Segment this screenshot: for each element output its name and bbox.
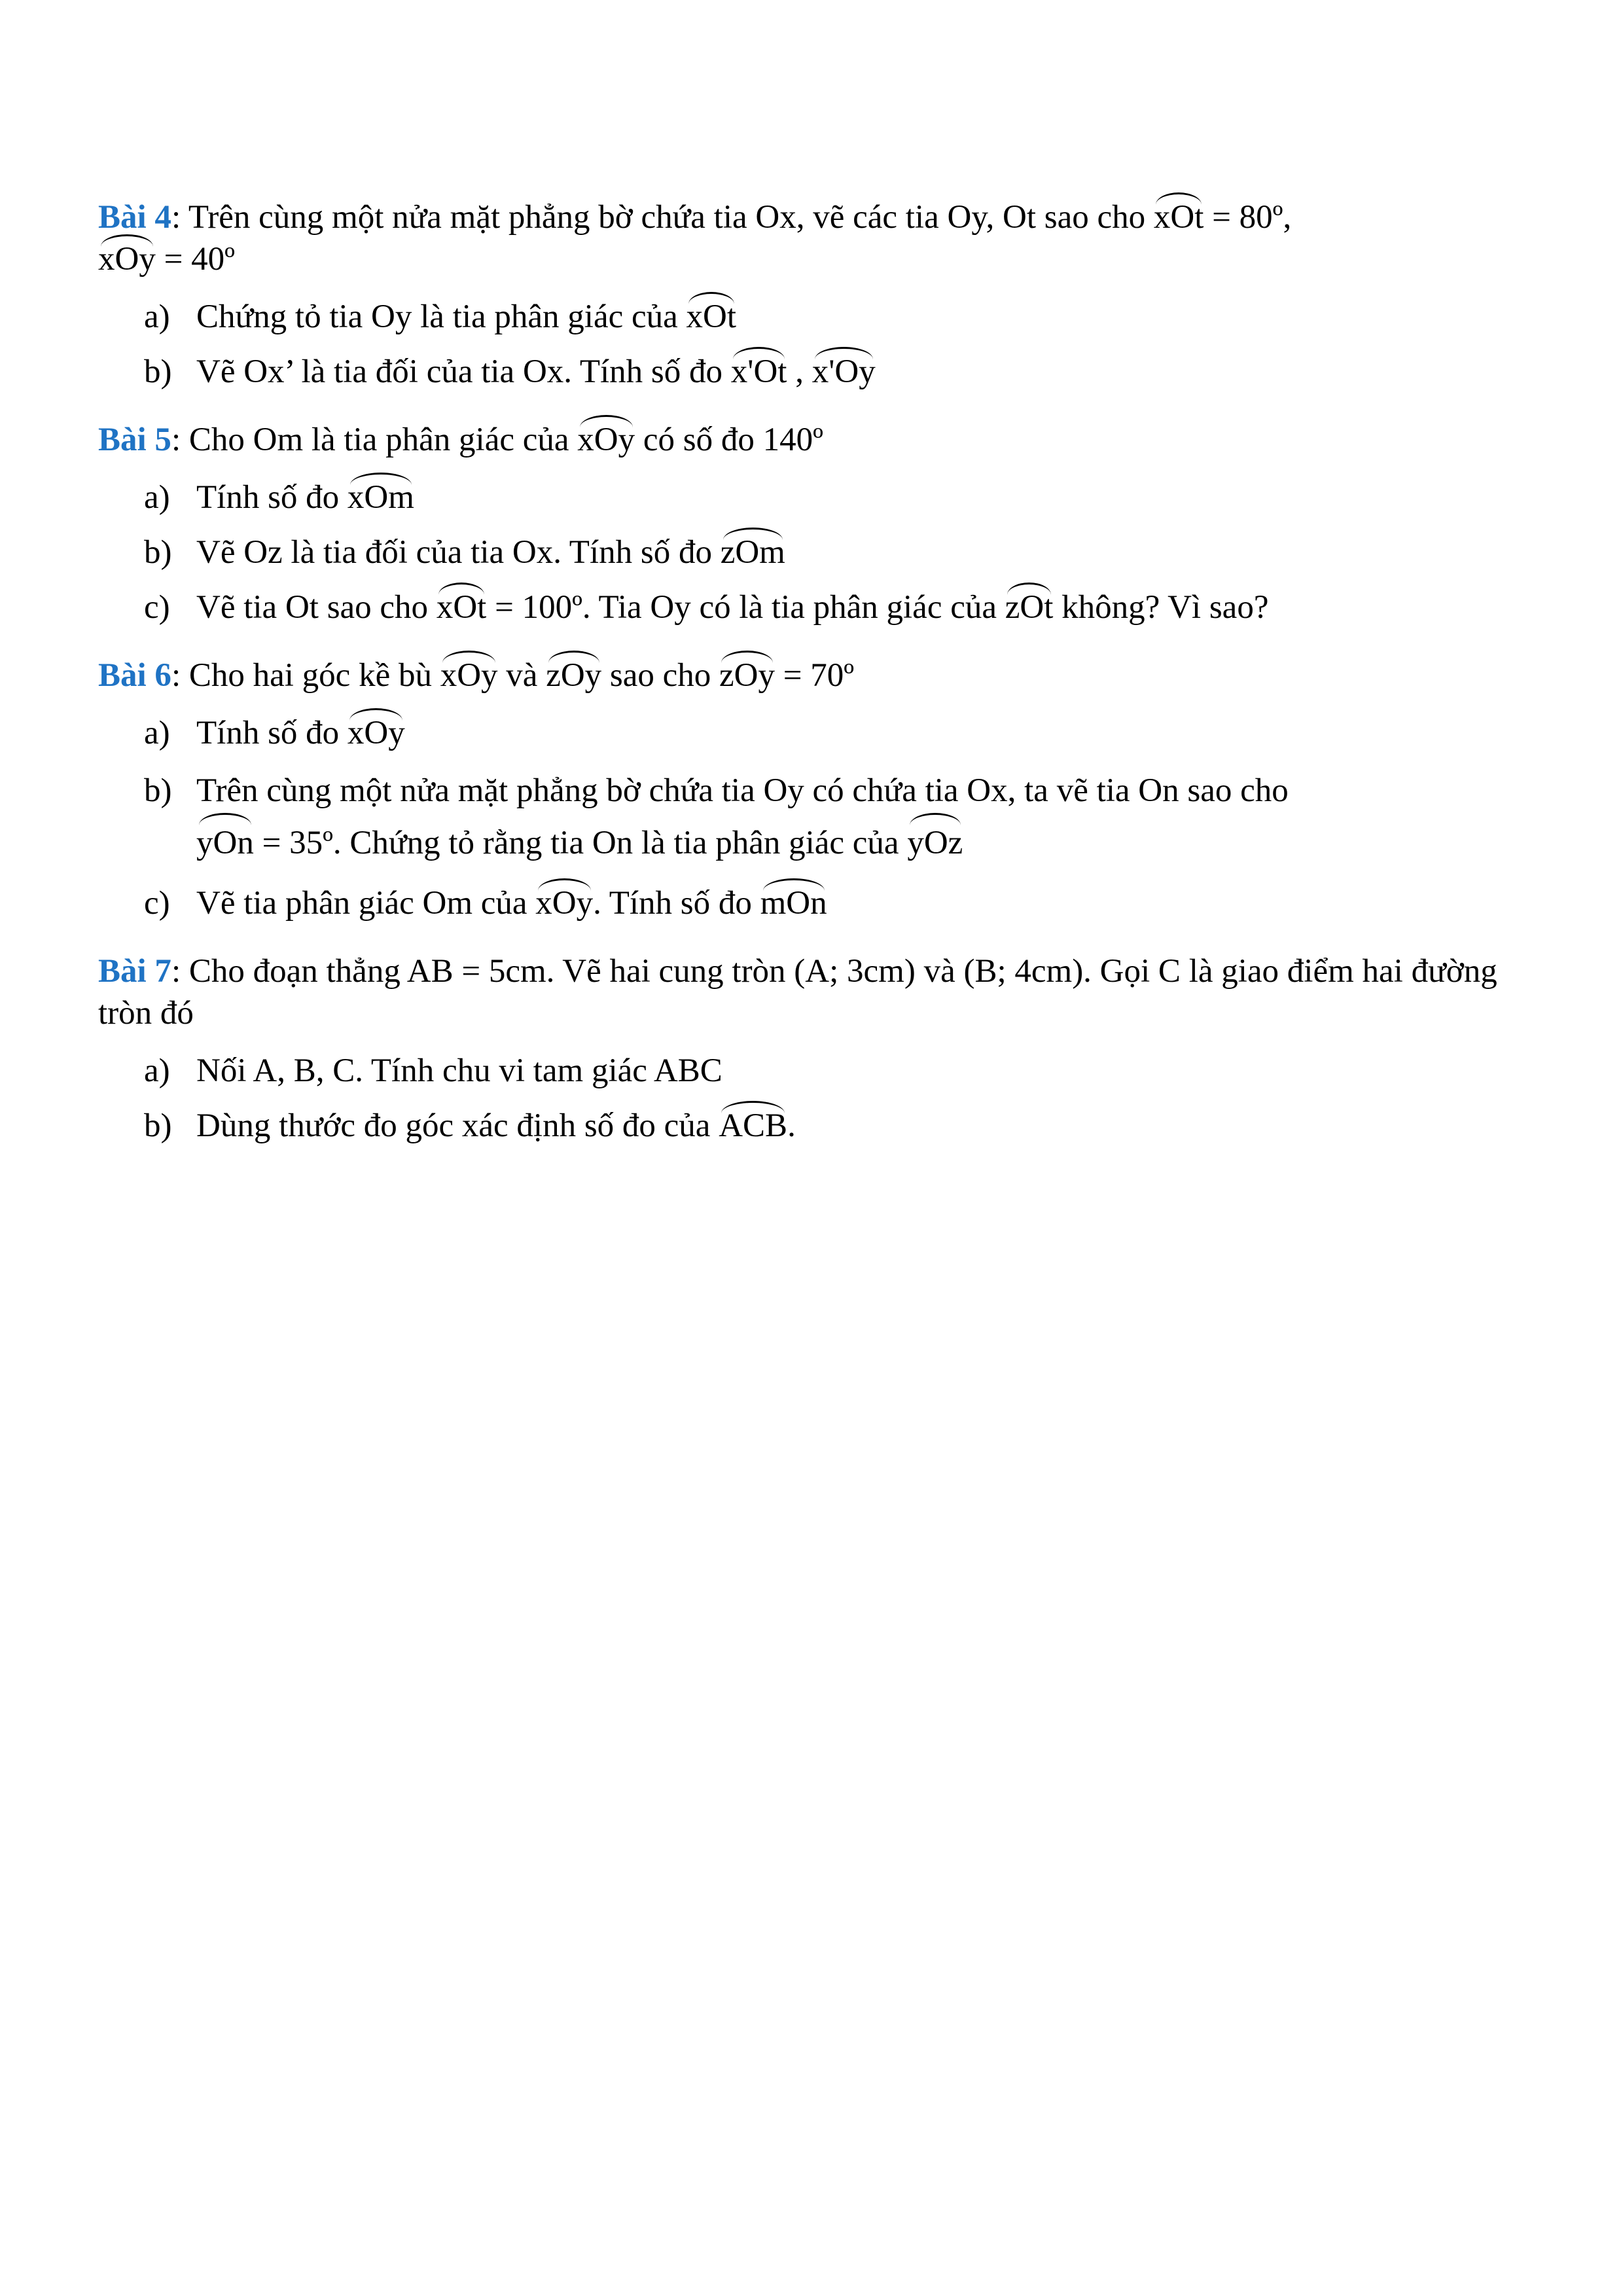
problem-7-heading: Bài 7 [98, 953, 171, 990]
problem-6-statement: Bài 6: Cho hai góc kề bù xOy và zOy sao cho zOy = 70º [98, 655, 1525, 696]
problem-6-part-a: a) Tính số đo xOy [98, 712, 1525, 754]
problem-5-heading: Bài 5 [98, 422, 171, 458]
angle-mOn: mOn [760, 882, 827, 924]
angle-yOz: yOz [907, 817, 963, 869]
angle-xOy: xOy [577, 419, 635, 461]
angle-zOm: zOm [721, 531, 785, 573]
angle-xOy: xOy [348, 712, 405, 754]
problem-4-statement: Bài 4: Trên cùng một nửa mặt phẳng bờ chứa tia Ox, vẽ các tia Oy, Ot sao cho xOt = 80º, xOy = 40º [98, 196, 1525, 280]
angle-xOt: xOt [437, 586, 487, 628]
problem-5-statement: Bài 5: Cho Om là tia phân giác của xOy có số đo 140º [98, 419, 1525, 461]
problem-4-part-a: a) Chứng tỏ tia Oy là tia phân giác của xOt [98, 296, 1525, 338]
angle-xOm: xOm [348, 476, 414, 518]
problem-4-heading: Bài 4 [98, 199, 171, 236]
angle-xOy: xOy [98, 238, 156, 280]
angle-zOy: zOy [546, 655, 601, 696]
worksheet [98, 196, 1525, 1147]
problem-6-part-c: c) Vẽ tia phân giác Om của xOy. Tính số đo mOn [98, 882, 1525, 924]
angle-x-prime-Ot: x'Ot [731, 351, 787, 393]
angle-xOy: xOy [535, 882, 593, 924]
problem-4-part-b: b) Vẽ Ox’ là tia đối của tia Ox. Tính số đo x'Ot , x'Oy [98, 351, 1525, 393]
problem-6-part-b: b) Trên cùng một nửa mặt phẳng bờ chứa tia Oy có chứa tia Ox, ta vẽ tia On sao cho yOn = 35º. Chứng tỏ rằng tia On là tia phân giác của yOz [98, 764, 1525, 869]
problem-7-part-a: a) Nối A, B, C. Tính chu vi tam giác ABC [144, 1052, 722, 1089]
angle-xOt: xOt [1154, 196, 1204, 238]
angle-x-prime-Oy: x'Oy [812, 351, 876, 393]
angle-yOn: yOn [196, 817, 254, 869]
problem-7-part-b: b) Dùng thước đo góc xác định số đo của ACB. [98, 1105, 1525, 1147]
problem-7-statement: Bài 7: Cho đoạn thẳng AB = 5cm. Vẽ hai cung tròn (A; 3cm) và (B; 4cm). Gọi C là giao điểm hai đường tròn đó [98, 953, 1497, 1031]
problem-5-part-a: a) Tính số đo xOm [98, 476, 1525, 518]
problem-5-part-c: c) Vẽ tia Ot sao cho xOt = 100º. Tia Oy có là tia phân giác của zOt không? Vì sao? [98, 586, 1525, 628]
problem-5-part-b: b) Vẽ Oz là tia đối của tia Ox. Tính số đo zOm [98, 531, 1525, 573]
angle-zOy: zOy [719, 655, 775, 696]
angle-xOy: xOy [440, 655, 498, 696]
problem-6-heading: Bài 6 [98, 657, 171, 694]
angle-ACB: ACB [719, 1105, 787, 1147]
angle-zOt: zOt [1005, 586, 1054, 628]
angle-xOt: xOt [687, 296, 737, 338]
